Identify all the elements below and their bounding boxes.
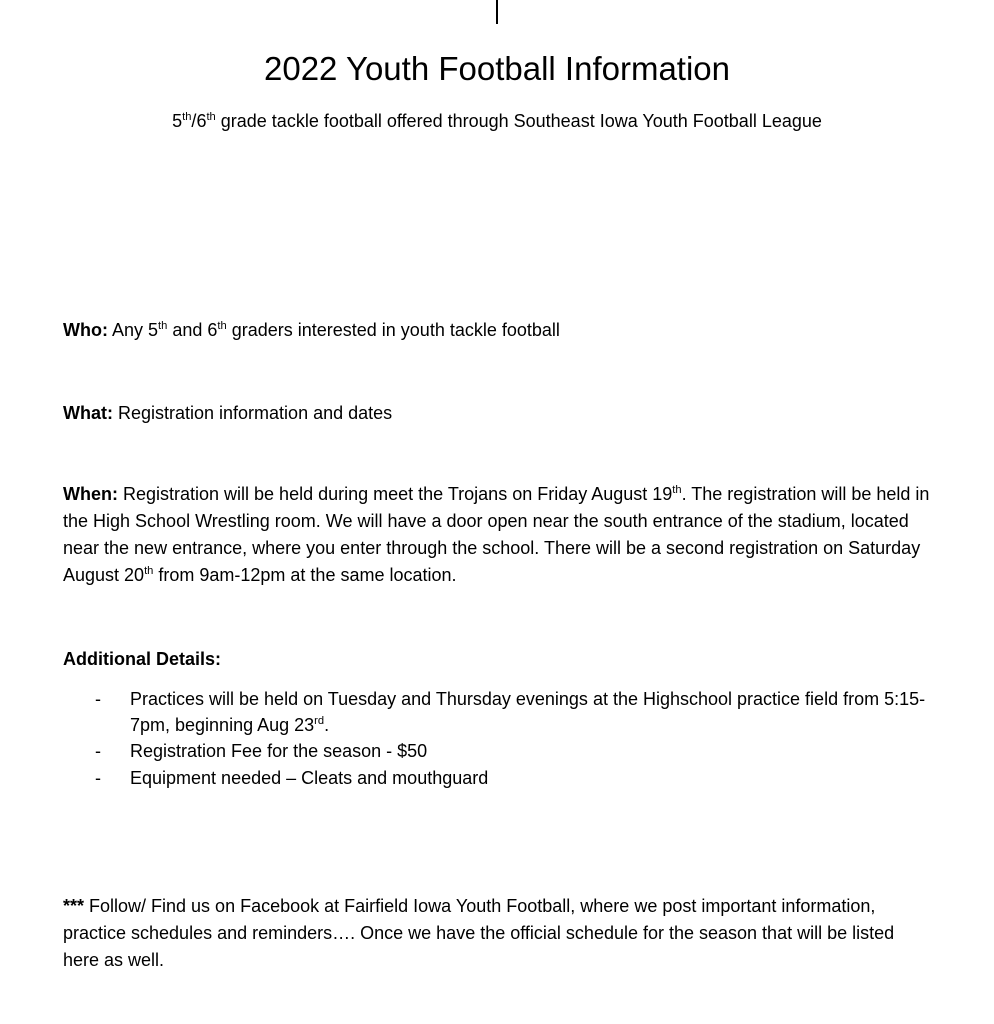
when-text-1: Registration will be held during meet the Trojans on Friday August 19 [117, 484, 673, 504]
document-title: 2022 Youth Football Information [263, 50, 730, 87]
when-sup-2: th [144, 565, 154, 577]
additional-details-heading [63, 646, 933, 673]
when-label: When: [63, 484, 118, 504]
list-item-text: Practices will be held on Tuesday and Thursday evenings at the Highschool practice field from 5:15-7pm, beginning Aug 23 [130, 689, 926, 735]
who-text-3: graders interested in youth tackle football [226, 320, 560, 340]
who-text-1: Any 5 [107, 320, 159, 340]
footer-note [63, 893, 933, 974]
what-paragraph [63, 400, 933, 427]
who-sup-1: th [158, 320, 168, 332]
subtitle-separator: / [191, 111, 197, 131]
list-item [95, 738, 935, 765]
when-sup-1: th [672, 484, 682, 496]
subtitle-sup-th: th [182, 111, 192, 123]
footer-text: Follow/ Find us on Facebook at Fairfield Iowa Youth Football, where we post important information, practice schedules and reminders…. Once we have the official schedule for the season that will be listed here as well. [63, 896, 895, 970]
subtitle-grade-5: 5 [172, 111, 183, 131]
what-text: Registration information and dates [112, 403, 393, 423]
subtitle-grade-6: 6 [196, 111, 207, 131]
dash-bullet: - [95, 741, 101, 761]
dash-bullet: - [95, 768, 101, 788]
list-item-text: Equipment needed – Cleats and mouthguard [130, 768, 489, 788]
list-item [95, 686, 935, 738]
additional-details-list [95, 686, 935, 792]
list-item-text-end: . [324, 715, 330, 735]
what-label: What: [63, 403, 113, 423]
dash-bullet: - [95, 689, 101, 709]
when-text-2: . The registration will be held in the High School Wrestling room. We will have a door open near the south entrance of the stadium, located near the new entrance, where you enter through the school. There will be a second registration on Saturday August 20 [63, 484, 930, 585]
who-sup-2: th [217, 320, 227, 332]
who-text-2: and 6 [167, 320, 218, 340]
text-cursor [496, 0, 498, 24]
subtitle-sup-th-2: th [206, 111, 216, 123]
list-item-sup: rd [314, 715, 325, 727]
when-paragraph [63, 481, 933, 589]
footer-stars: *** [63, 896, 85, 916]
list-item-text: Registration Fee for the season - $50 [130, 741, 428, 761]
list-item [95, 765, 935, 792]
who-label: Who: [63, 320, 108, 340]
additional-label: Additional Details: [63, 649, 222, 669]
when-text-3: from 9am-12pm at the same location. [153, 565, 457, 585]
who-paragraph [63, 317, 933, 344]
document-subtitle [0, 108, 994, 134]
subtitle-text: grade tackle football offered through Southeast Iowa Youth Football League [215, 111, 822, 131]
